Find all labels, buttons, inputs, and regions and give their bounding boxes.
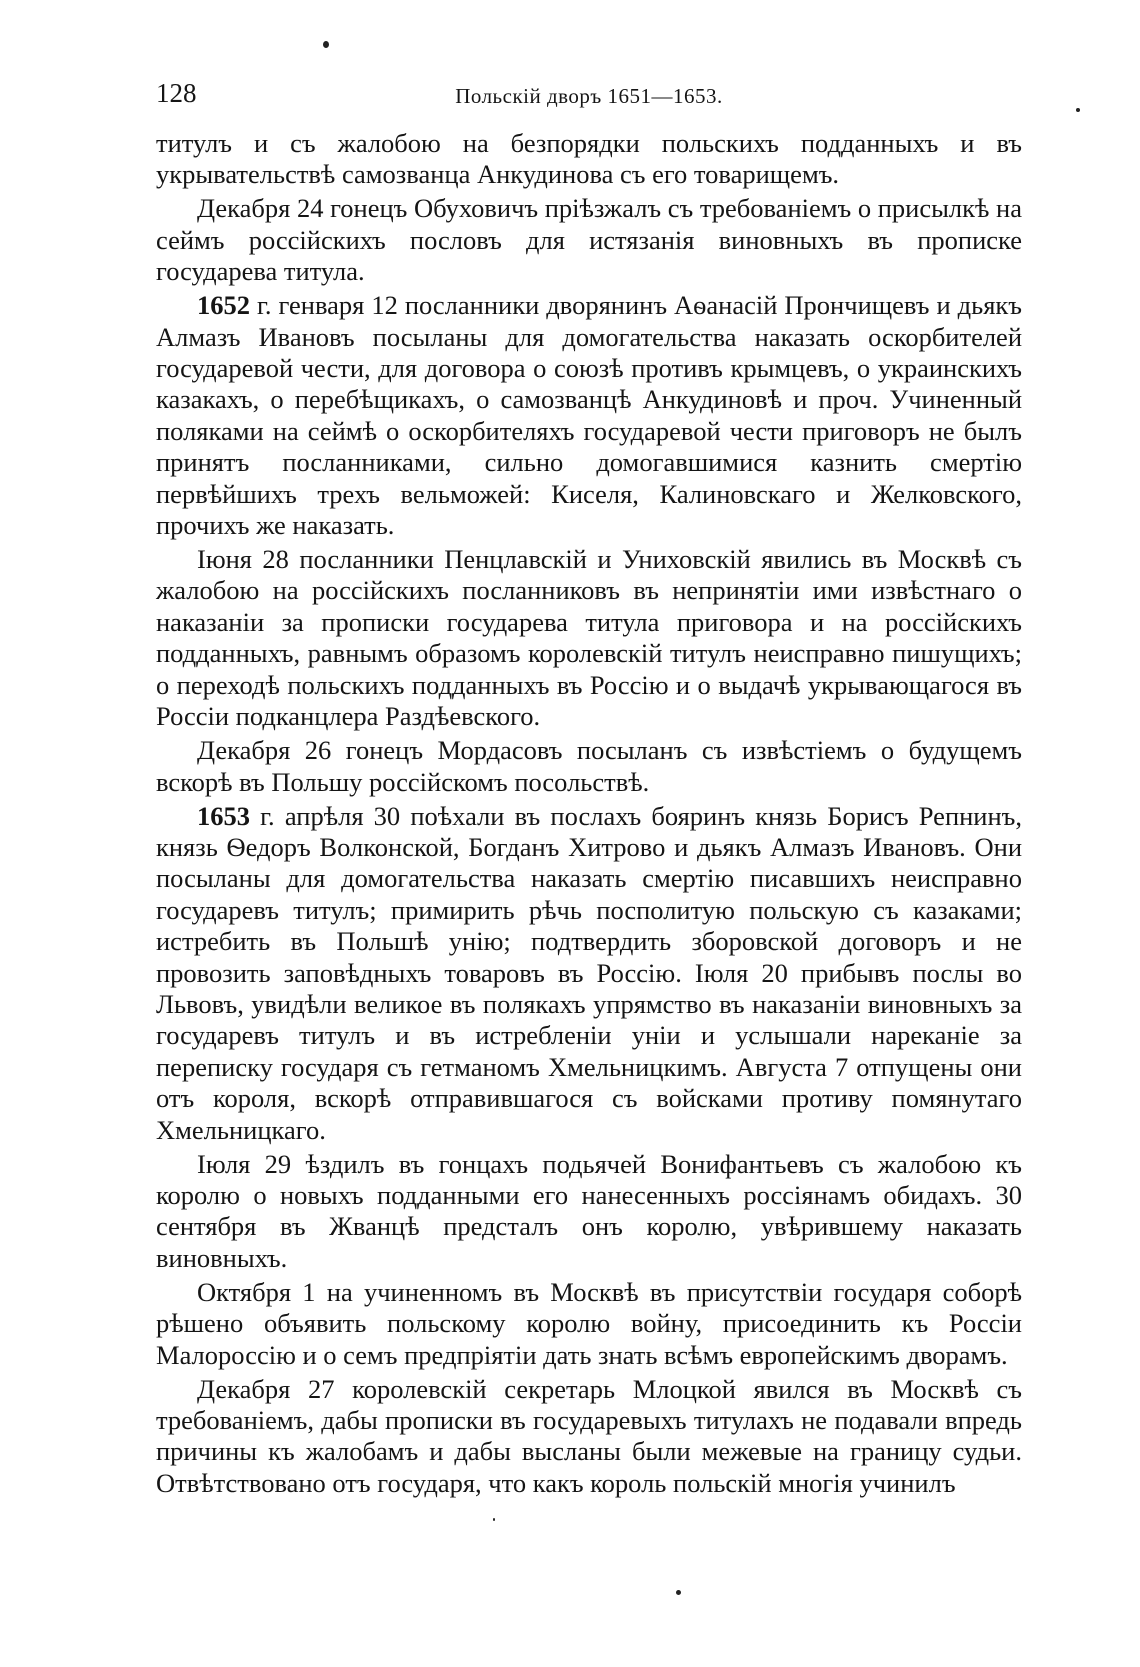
paragraph-text: Декабря 24 гонецъ Обуховичъ пріѣзжалъ съ требованіемъ о присылкѣ на сеймъ россійскихъ пословъ для истязанія виновныхъ въ прописке государева титула. [156,193,1022,287]
paragraph [156,193,1022,287]
paragraph-text: титулъ и съ жалобою на безпорядки польскихъ подданныхъ и въ укрывательствѣ самозванца Анкудинова съ его товарищемъ. [156,128,1022,190]
year-label: 1653 [197,800,250,831]
paragraph [156,1277,1022,1371]
paragraph-text: Іюля 29 ѣздилъ въ гонцахъ подьячей Вонифантьевъ съ жалобою къ королю о новыхъ подданными его нанесенныхъ россіянамъ обидахъ. 30 сентября въ Жванцѣ предсталъ онъ королю, увѣрившему наказать виновныхъ. [156,1148,1022,1273]
paragraph-text: Октября 1 на учиненномъ въ Москвѣ въ присутствіи государя соборѣ рѣшено объявить польскому королю войну, присоединить къ Россіи Малороссію и о семъ предпріятіи дать знать всѣмъ европейскимъ дворамъ. [156,1276,1022,1370]
year-label: 1652 [197,290,250,321]
paragraph-text: Декабря 26 гонецъ Мордасовъ посыланъ съ извѣстіемъ о будущемъ вскорѣ въ Польшу россійскомъ посольствѣ. [156,735,1022,797]
running-title: Польскій дворъ 1651—1653. [455,84,723,108]
paragraph [156,1149,1022,1275]
paragraph [156,544,1022,732]
paragraph-text: г. апрѣля 30 поѣхали въ послахъ бояринъ князь Борисъ Репнинъ, князь Ѳедоръ Волконской, Богданъ Хитрово и дьякъ Алмазъ Ивановъ. Они посыланы для домогательства наказать смертію писавшихъ неисправно государевъ титулъ; примирить рѣчь посполитую польскую съ казаками; истребить въ Польшѣ унію; подтвердить зборовской договоръ и не провозить заповѣдныхъ товаровъ въ Россію. Іюля 20 прибывъ послы во Львовъ, увидѣли великое въ полякахъ упрямство въ наказаніи виновныхъ за государевъ титулъ и въ истребленіи уніи и услышали нареканіе за переписку государя съ гетманомъ Хмельницкимъ. Августа 7 отпущены они отъ короля, вскорѣ отправившагося съ войсками противу помянутаго Хмельницкаго. [156,800,1022,1145]
paragraph-text: Декабря 27 королевскій секретарь Млоцкой явился въ Москвѣ съ требованіемъ, дабы прописки въ государевыхъ титулахъ не подавали впредь причины къ жалобамъ и дабы высланы были межевые на границу судьи. Отвѣтствовано отъ государя, что какъ король польскій многія учинилъ [156,1373,1022,1498]
paragraph [156,128,1022,191]
scan-speck [493,1518,495,1521]
page-header [156,78,1022,112]
paragraph-text: г. генваря 12 посланники дворянинъ Аѳанасій Прончищевъ и дьякъ Алмазъ Ивановъ посыланы для домогательства наказать оскорбителей государевой чести, для договора о союзѣ противъ крымцевъ, о украинскихъ казакахъ, о перебѣщикахъ, о самозванцѣ Анкудиновѣ и проч. Учиненный поляками на сеймѣ о оскорбителяхъ государевой чести приговоръ не былъ принятъ посланниками, сильно домогавшимися казнить смертію первѣйшихъ трехъ вельможей: Киселя, Калиновскаго и Желковского, прочихъ же наказать. [156,290,1022,541]
paragraph [156,1374,1022,1500]
paragraph [156,801,1022,1146]
scan-speck [323,41,329,48]
paragraph [156,290,1022,541]
paragraph-text: Іюня 28 посланники Пенцлавскій и Униховскій явились въ Москвѣ съ жалобою на россійскихъ посланниковъ въ непринятіи ими извѣстнаго о наказаніи за прописки государева титула приговора и на россійскихъ подданныхъ, равнымъ образомъ королевскій титулъ неисправно пишущихъ; о переходѣ польскихъ подданныхъ въ Россію и о выдачѣ укрывающагося въ Россіи подканцлера Раздѣевского. [156,544,1022,732]
scan-speck [676,1590,681,1595]
scan-speck [1076,108,1080,112]
body-text [156,128,1022,1502]
paragraph [156,735,1022,798]
page-number: 128 [156,78,197,108]
